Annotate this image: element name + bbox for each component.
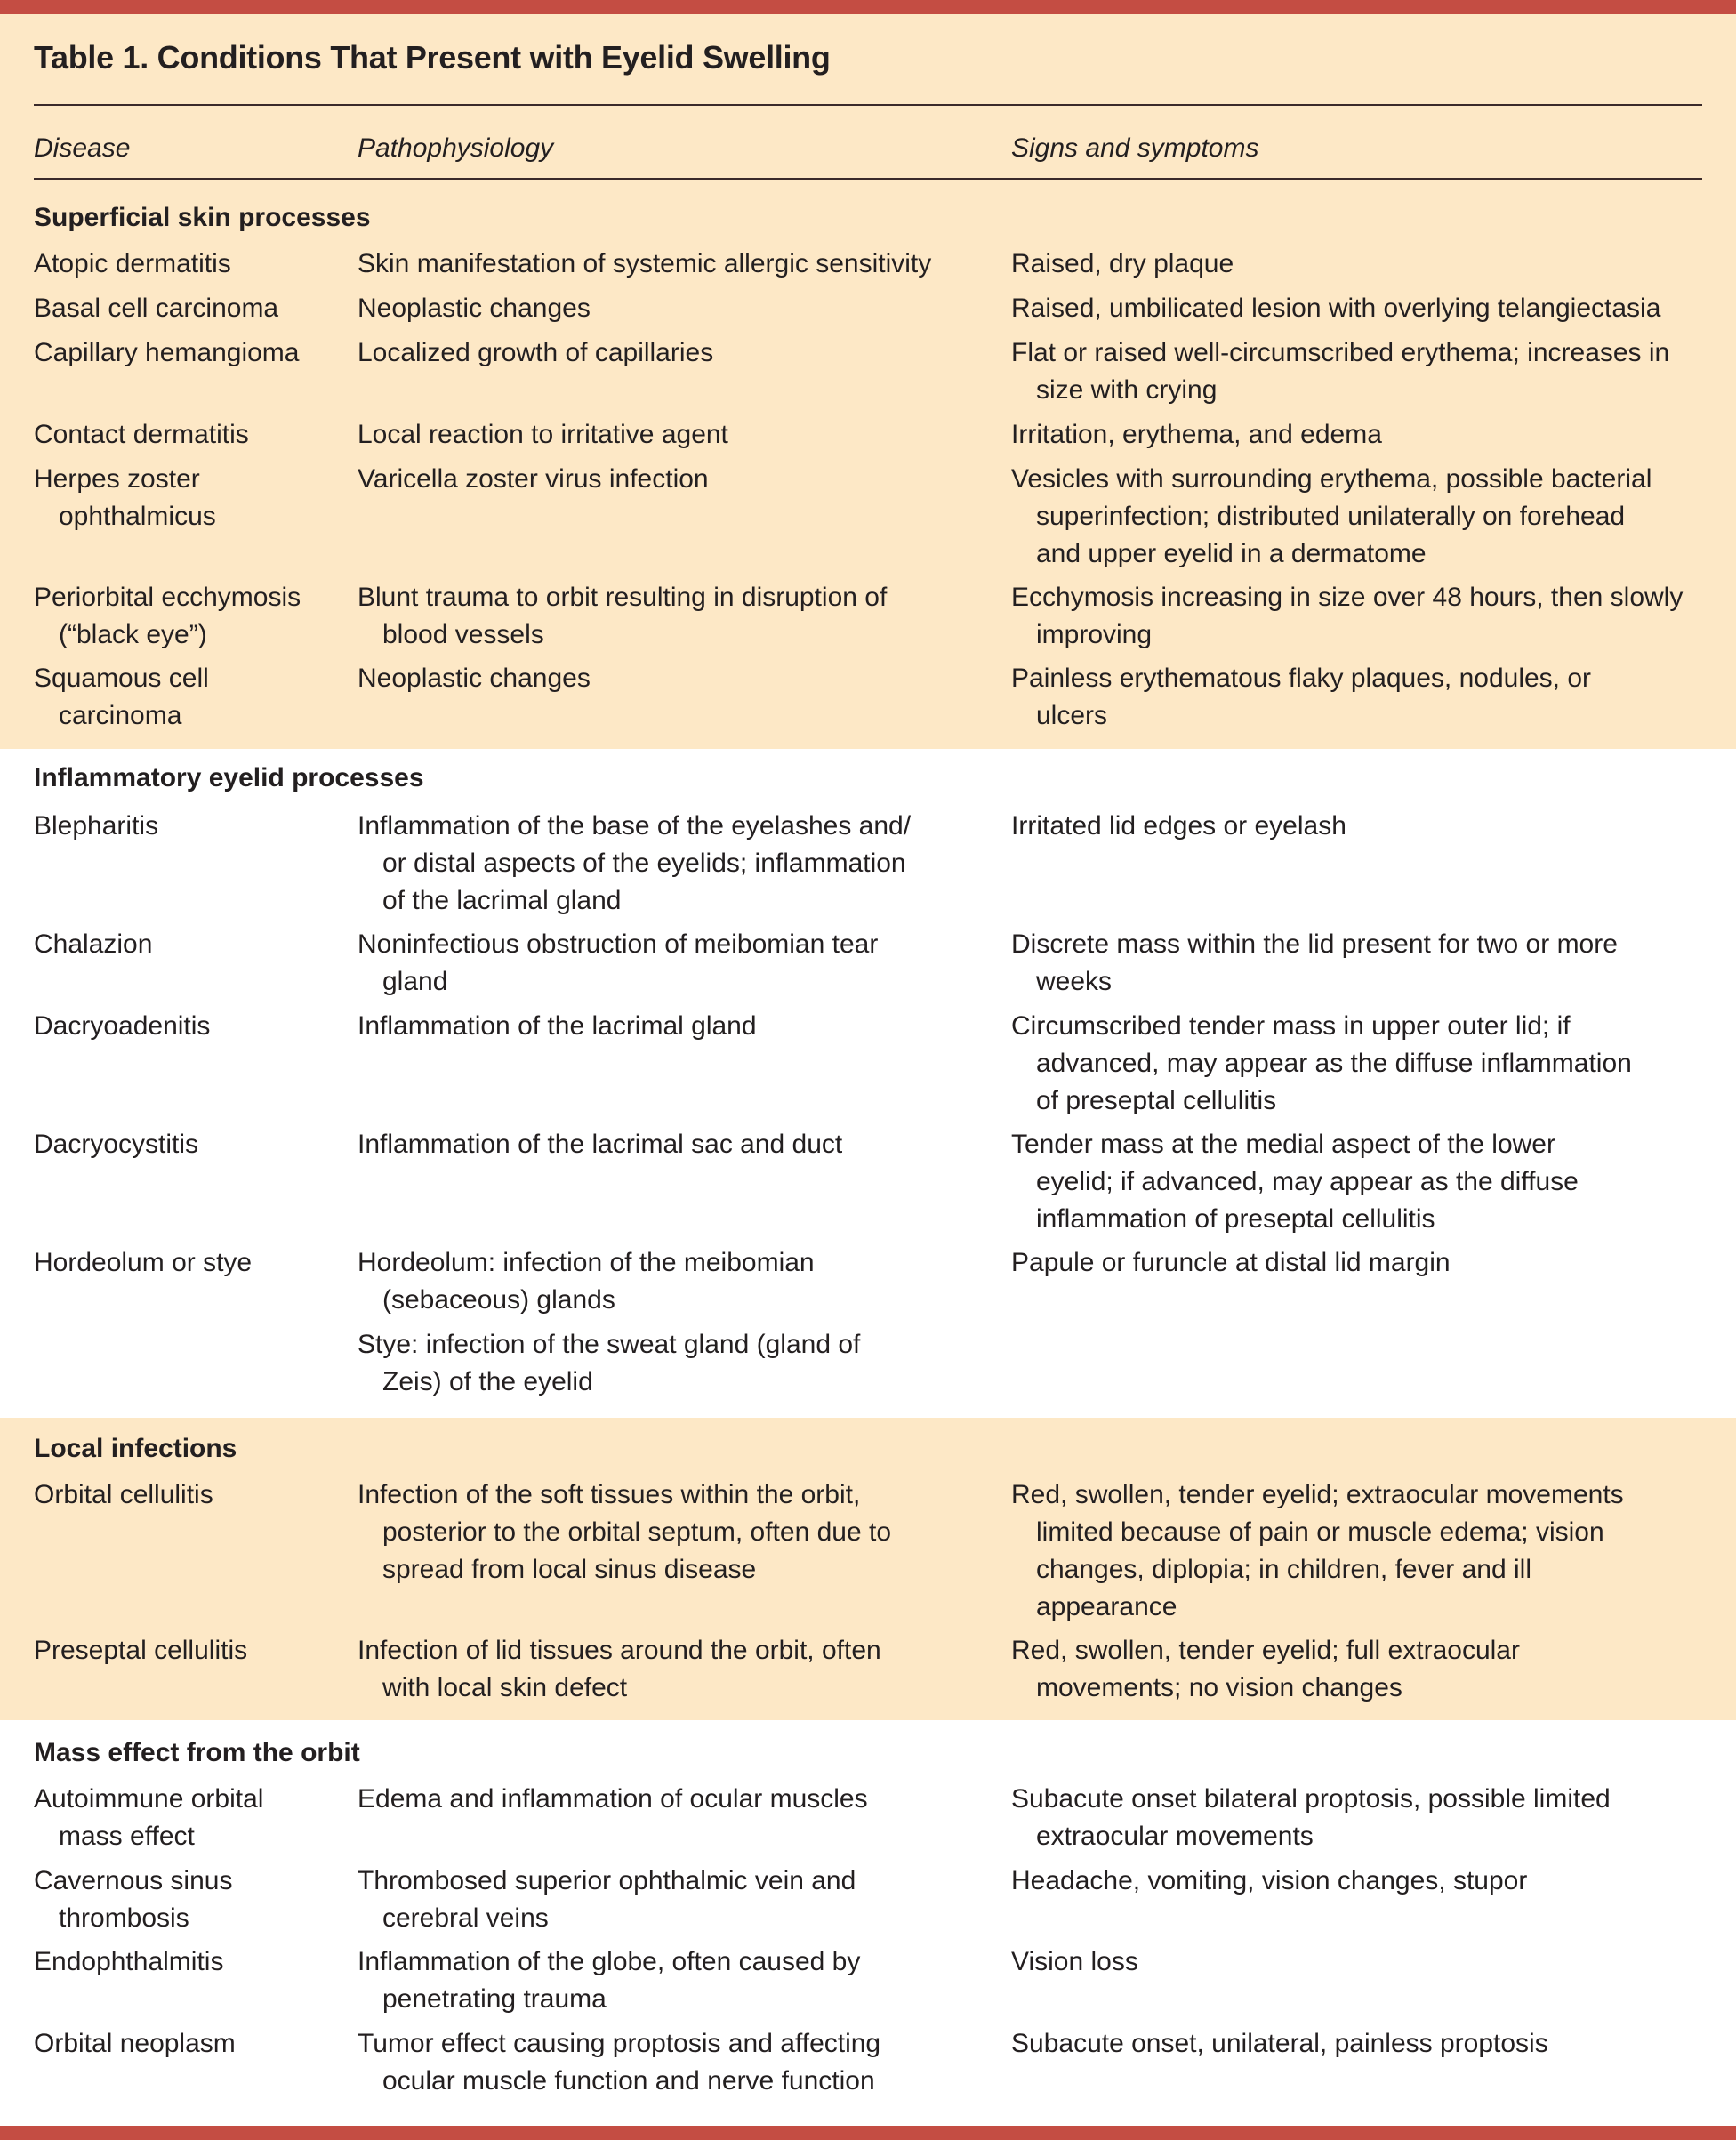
cell-line: Squamous cell xyxy=(34,664,209,693)
cell-line: Atopic dermatitis xyxy=(34,249,231,278)
signs-cell xyxy=(1011,926,1723,1001)
cell-line: Inflammation of the base of the eyelashes and/ xyxy=(358,811,912,841)
cell-line: Chalazion xyxy=(34,929,153,959)
cell-line: Hordeolum or stye xyxy=(34,1247,253,1277)
cell-line: Skin manifestation of systemic allergic sensitivity xyxy=(358,249,932,278)
cell-line: limited because of pain or muscle edema; vision xyxy=(1036,1517,1604,1547)
pathophysiology-paragraph xyxy=(358,290,998,327)
signs-cell xyxy=(1011,1244,1723,1282)
cell-line: Irritation, erythema, and edema xyxy=(1011,419,1382,449)
cell-line: thrombosis xyxy=(59,1903,189,1933)
cell-line: Infection of lid tissues around the orbit, often xyxy=(358,1635,881,1665)
disease-cell xyxy=(34,1126,345,1163)
section-heading: Inflammatory eyelid processes xyxy=(34,763,424,792)
disease-cell xyxy=(34,808,345,845)
disease-cell xyxy=(34,245,345,283)
column-header-disease: Disease xyxy=(34,133,131,163)
cell-line: appearance xyxy=(1036,1592,1177,1621)
cell-line: (sebaceous) glands xyxy=(382,1284,615,1315)
disease-cell xyxy=(34,660,345,735)
pathophysiology-cell xyxy=(358,1126,998,1163)
cell-line: inflammation of preseptal cellulitis xyxy=(1036,1203,1435,1234)
pathophysiology-cell xyxy=(358,1244,998,1401)
pathophysiology-cell xyxy=(358,579,998,654)
cell-line: Vesicles with surrounding erythema, possible bacterial xyxy=(1011,463,1652,494)
cell-line: size with crying xyxy=(1036,375,1218,405)
cell-line: Inflammation of the lacrimal sac and duct xyxy=(358,1129,843,1159)
cell-line: Herpes zoster xyxy=(34,463,200,494)
pathophysiology-paragraph xyxy=(358,1476,998,1589)
signs-cell xyxy=(1011,1008,1723,1120)
cell-line: posterior to the orbital septum, often due to xyxy=(382,1517,892,1547)
pathophysiology-paragraph xyxy=(358,1008,998,1045)
pathophysiology-paragraph xyxy=(358,1326,998,1401)
cell-line: Blunt trauma to orbit resulting in disruption of xyxy=(358,582,888,612)
cell-line: Headache, vomiting, vision changes, stupor xyxy=(1011,1865,1528,1895)
cell-line: Infection of the soft tissues within the orbit, xyxy=(358,1480,861,1509)
disease-cell xyxy=(34,1244,345,1282)
signs-cell xyxy=(1011,334,1723,409)
cell-line: Hordeolum: infection of the meibomian xyxy=(358,1247,815,1277)
cell-line: Flat or raised well-circumscribed erythema; increases in xyxy=(1011,338,1670,367)
pathophysiology-cell xyxy=(358,1008,998,1045)
signs-cell xyxy=(1011,245,1723,283)
cell-line: Circumscribed tender mass in upper outer lid; if xyxy=(1011,1010,1571,1041)
cell-line: Dacryocystitis xyxy=(34,1129,199,1159)
pathophysiology-paragraph xyxy=(358,1862,998,1937)
column-header-pathophysiology: Pathophysiology xyxy=(358,133,554,163)
pathophysiology-cell xyxy=(358,926,998,1001)
cell-line: weeks xyxy=(1036,967,1113,996)
pathophysiology-paragraph xyxy=(358,579,998,654)
cell-line: extraocular movements xyxy=(1036,1822,1314,1851)
pathophysiology-cell xyxy=(358,660,998,697)
cell-line: eyelid; if advanced, may appear as the diffuse xyxy=(1036,1166,1579,1196)
cell-line: Endophthalmitis xyxy=(34,1947,224,1976)
section-heading: Mass effect from the orbit xyxy=(34,1738,360,1767)
pathophysiology-cell xyxy=(358,2025,998,2100)
cell-line: Red, swollen, tender eyelid; full extraocular xyxy=(1011,1635,1520,1665)
cell-line: and upper eyelid in a dermatome xyxy=(1036,538,1427,568)
pathophysiology-paragraph xyxy=(358,1126,998,1163)
cell-line: Orbital cellulitis xyxy=(34,1480,213,1509)
cell-line: Thrombosed superior ophthalmic vein and xyxy=(358,1865,856,1895)
cell-line: or distal aspects of the eyelids; inflammation xyxy=(382,849,906,878)
cell-line: Painless erythematous flaky plaques, nodules, or xyxy=(1011,664,1592,693)
signs-cell xyxy=(1011,1781,1723,1855)
cell-line: Neoplastic changes xyxy=(358,294,591,323)
cell-line: spread from local sinus disease xyxy=(382,1555,757,1584)
cell-line: movements; no vision changes xyxy=(1036,1672,1402,1702)
cell-line: Subacute onset, unilateral, painless proptosis xyxy=(1011,2028,1548,2058)
cell-line: gland xyxy=(382,967,448,996)
pathophysiology-paragraph xyxy=(358,926,998,1001)
disease-cell xyxy=(34,1862,345,1937)
signs-cell xyxy=(1011,660,1723,735)
cell-line: improving xyxy=(1036,619,1153,649)
cell-line: with local skin defect xyxy=(382,1672,628,1702)
pathophysiology-paragraph xyxy=(358,334,998,372)
disease-cell xyxy=(34,1943,345,1981)
signs-cell xyxy=(1011,461,1723,573)
pathophysiology-cell xyxy=(358,1476,998,1589)
pathophysiology-cell xyxy=(358,461,998,498)
bottom-accent-bar xyxy=(0,2126,1736,2140)
pathophysiology-cell xyxy=(358,808,998,920)
cell-line: Inflammation of the globe, often caused by xyxy=(358,1947,861,1976)
cell-line: Tumor effect causing proptosis and affecting xyxy=(358,2028,881,2058)
cell-line: cerebral veins xyxy=(382,1903,549,1933)
cell-line: Neoplastic changes xyxy=(358,664,591,693)
cell-line: Cavernous sinus xyxy=(34,1865,233,1895)
pathophysiology-paragraph xyxy=(358,2025,998,2100)
cell-line: Basal cell carcinoma xyxy=(34,294,279,323)
disease-cell xyxy=(34,461,345,535)
table-title: Table 1. Conditions That Present with Eyelid Swelling xyxy=(34,39,831,76)
cell-line: superinfection; distributed unilaterally on forehead xyxy=(1036,501,1626,531)
cell-line: blood vessels xyxy=(382,619,544,649)
cell-line: Raised, umbilicated lesion with overlying telangiectasia xyxy=(1011,294,1661,323)
signs-cell xyxy=(1011,579,1723,654)
cell-line: Zeis) of the eyelid xyxy=(382,1366,593,1396)
cell-line: Contact dermatitis xyxy=(34,419,249,449)
cell-line: penetrating trauma xyxy=(382,1984,607,2014)
cell-line: Irritated lid edges or eyelash xyxy=(1011,811,1346,841)
cell-line: Red, swollen, tender eyelid; extraocular movements xyxy=(1011,1480,1624,1509)
top-accent-bar xyxy=(0,0,1736,14)
cell-line: Varicella zoster virus infection xyxy=(358,463,709,494)
cell-line: mass effect xyxy=(59,1822,195,1851)
pathophysiology-cell xyxy=(358,416,998,454)
pathophysiology-paragraph xyxy=(358,461,998,498)
pathophysiology-cell xyxy=(358,290,998,327)
signs-cell xyxy=(1011,2025,1723,2063)
title-rule xyxy=(34,104,1702,106)
pathophysiology-cell xyxy=(358,334,998,372)
cell-line: carcinoma xyxy=(59,701,182,730)
signs-cell xyxy=(1011,416,1723,454)
cell-line: Preseptal cellulitis xyxy=(34,1635,248,1665)
pathophysiology-paragraph xyxy=(358,1943,998,2018)
disease-cell xyxy=(34,1781,345,1855)
pathophysiology-paragraph xyxy=(358,1781,998,1818)
disease-cell xyxy=(34,290,345,327)
cell-line: Edema and inflammation of ocular muscles xyxy=(358,1784,868,1814)
cell-line: Vision loss xyxy=(1011,1947,1138,1976)
section-heading: Superficial skin processes xyxy=(34,203,371,232)
section-heading: Local infections xyxy=(34,1434,237,1463)
cell-line: ophthalmicus xyxy=(59,501,216,531)
disease-cell xyxy=(34,416,345,454)
pathophysiology-paragraph xyxy=(358,1244,998,1319)
pathophysiology-paragraph xyxy=(358,1632,998,1707)
cell-line: Tender mass at the medial aspect of the lower xyxy=(1011,1129,1555,1159)
cell-line: changes, diplopia; in children, fever and ill xyxy=(1036,1555,1532,1584)
cell-line: Capillary hemangioma xyxy=(34,338,300,367)
signs-cell xyxy=(1011,1862,1723,1900)
cell-line: Ecchymosis increasing in size over 48 hours, then slowly xyxy=(1011,582,1684,612)
signs-cell xyxy=(1011,290,1723,327)
cell-line: Autoimmune orbital xyxy=(34,1784,264,1814)
cell-line: Local reaction to irritative agent xyxy=(358,419,728,449)
pathophysiology-cell xyxy=(358,1781,998,1818)
cell-line: (“black eye”) xyxy=(59,619,207,649)
signs-cell xyxy=(1011,1632,1723,1707)
cell-line: Discrete mass within the lid present for two or more xyxy=(1011,929,1618,959)
disease-cell xyxy=(34,926,345,963)
pathophysiology-paragraph xyxy=(358,416,998,454)
pathophysiology-paragraph xyxy=(358,660,998,697)
pathophysiology-cell xyxy=(358,245,998,283)
cell-line: advanced, may appear as the diffuse inflammation xyxy=(1036,1048,1632,1078)
cell-line: Periorbital ecchymosis xyxy=(34,582,301,612)
disease-cell xyxy=(34,1476,345,1514)
cell-line: Raised, dry plaque xyxy=(1011,249,1234,278)
disease-cell xyxy=(34,579,345,654)
signs-cell xyxy=(1011,1476,1723,1626)
cell-line: Blepharitis xyxy=(34,811,159,841)
cell-line: Papule or furuncle at distal lid margin xyxy=(1011,1247,1451,1277)
signs-cell xyxy=(1011,1126,1723,1238)
pathophysiology-paragraph xyxy=(358,808,998,920)
cell-line: Subacute onset bilateral proptosis, possible limited xyxy=(1011,1784,1611,1814)
cell-line: Stye: infection of the sweat gland (gland of xyxy=(358,1329,861,1359)
cell-line: Orbital neoplasm xyxy=(34,2028,236,2058)
cell-line: of preseptal cellulitis xyxy=(1036,1085,1277,1115)
cell-line: Localized growth of capillaries xyxy=(358,338,714,367)
cell-line: Noninfectious obstruction of meibomian tear xyxy=(358,929,879,959)
column-header-signs: Signs and symptoms xyxy=(1011,133,1259,163)
disease-cell xyxy=(34,1632,345,1669)
cell-line: ocular muscle function and nerve function xyxy=(382,2065,875,2096)
cell-line: Inflammation of the lacrimal gland xyxy=(358,1010,757,1041)
pathophysiology-cell xyxy=(358,1632,998,1707)
pathophysiology-paragraph xyxy=(358,245,998,283)
pathophysiology-cell xyxy=(358,1862,998,1937)
cell-line: ulcers xyxy=(1036,701,1108,730)
disease-cell xyxy=(34,2025,345,2063)
cell-line: Dacryoadenitis xyxy=(34,1010,211,1041)
disease-cell xyxy=(34,334,345,372)
signs-cell xyxy=(1011,1943,1723,1981)
pathophysiology-cell xyxy=(358,1943,998,2018)
signs-cell xyxy=(1011,808,1723,845)
header-rule xyxy=(34,178,1702,180)
cell-line: of the lacrimal gland xyxy=(382,886,622,915)
disease-cell xyxy=(34,1008,345,1045)
